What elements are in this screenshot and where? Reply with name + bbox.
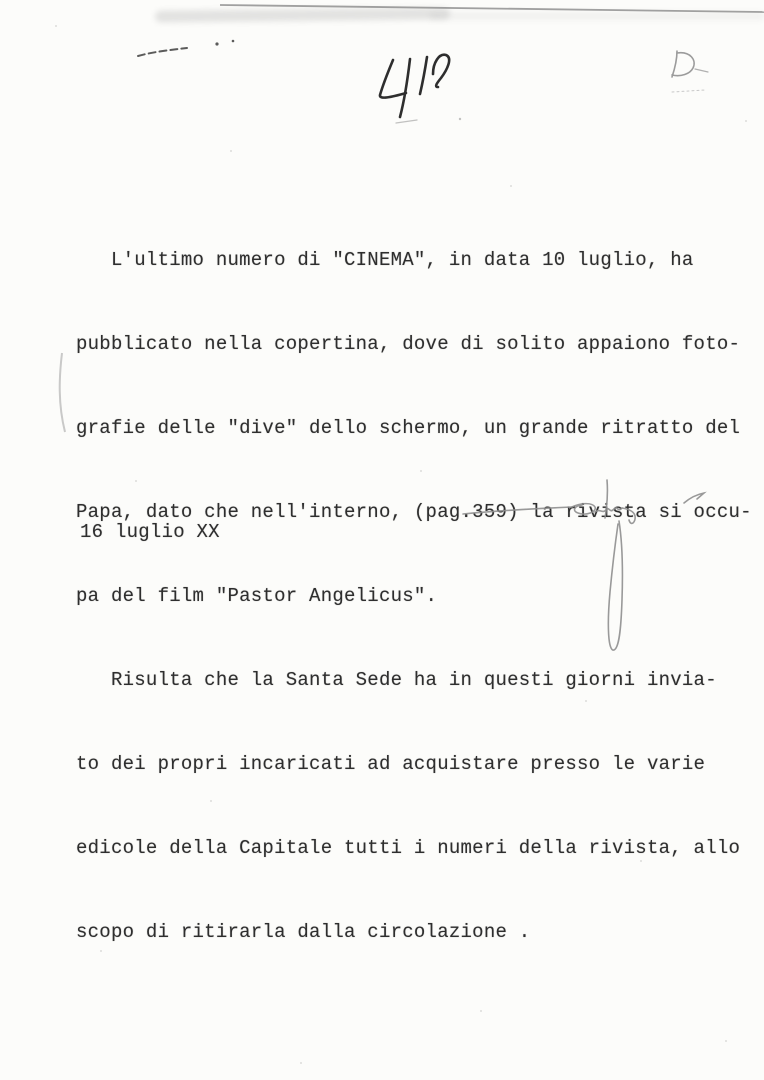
scan-speck xyxy=(480,1010,482,1012)
margin-pen-stroke xyxy=(60,353,65,432)
date-line: 16 luglio XX xyxy=(80,521,220,543)
scan-smudge xyxy=(430,12,764,20)
typewritten-text-block xyxy=(76,190,752,1002)
typewritten-line: edicole della Capitale tutti i numeri della rivista, allo xyxy=(76,837,741,859)
scan-speck xyxy=(210,800,212,802)
scan-speck xyxy=(55,25,57,27)
handwritten-page-number xyxy=(380,55,461,123)
typewritten-line: pubblicato nella copertina, dove di solito appaiono foto- xyxy=(76,333,741,355)
scan-speck xyxy=(420,470,422,472)
scan-speck xyxy=(135,480,137,482)
scan-speck xyxy=(640,860,642,862)
scan-speck xyxy=(700,340,702,342)
typewritten-line: Papa, dato che nell'interno, (pag.359) la rivista si occu- xyxy=(76,501,752,523)
typewritten-line: to dei propri incaricati ad acquistare presso le varie xyxy=(76,753,706,775)
typewritten-line: scopo di ritirarla dalla circolazione . xyxy=(76,921,531,943)
typewritten-line: Risulta che la Santa Sede ha in questi giorni invia- xyxy=(76,669,717,691)
scan-speck xyxy=(745,120,747,122)
scan-speck xyxy=(300,1062,302,1064)
scan-speck xyxy=(510,185,512,187)
handwritten-letter-d xyxy=(672,51,708,92)
scan-smudge xyxy=(155,7,450,22)
scan-speck xyxy=(725,1040,727,1042)
scan-speck xyxy=(345,338,347,340)
typewritten-line: pa del film "Pastor Angelicus". xyxy=(76,585,438,607)
typewritten-line: L'ultimo numero di "CINEMA", in data 10 luglio, ha xyxy=(76,249,694,271)
typewritten-line: grafie delle "dive" dello schermo, un grande ritratto del xyxy=(76,417,741,439)
handwritten-dash-mark xyxy=(138,40,234,56)
scan-speck xyxy=(585,700,587,702)
scan-speck xyxy=(230,150,232,152)
scan-speck xyxy=(100,950,102,952)
